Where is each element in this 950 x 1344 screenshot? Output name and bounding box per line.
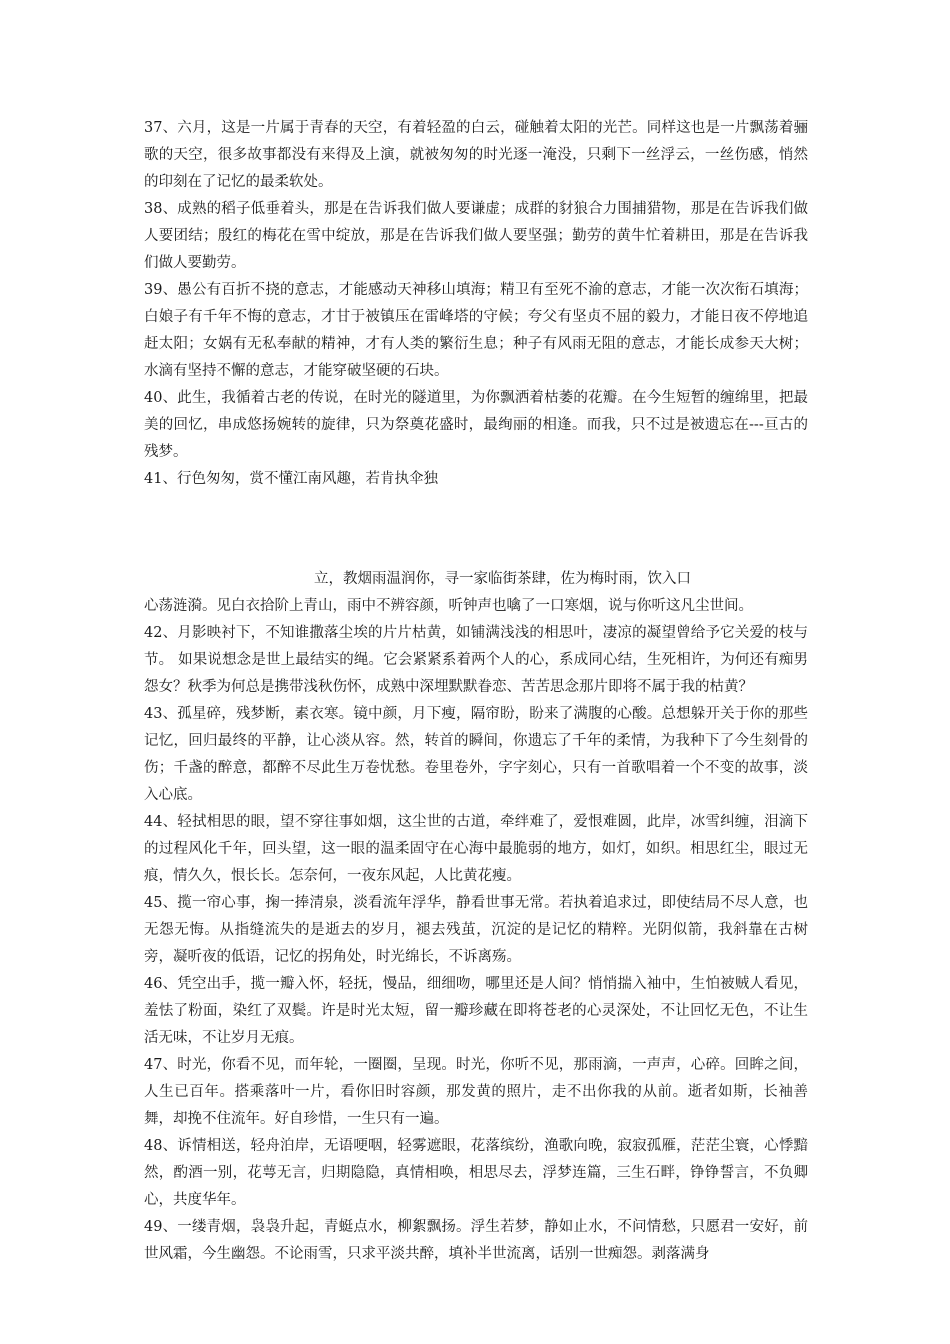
- paragraph-45: 45、揽一帘心事，掬一捧清泉，淡看流年浮华，静看世事无常。若执着追求过，即使结局不尽人意，也无怨无悔。从指缝流失的是逝去的岁月，褪去残茧，沉淀的是记忆的精粹。光阴似箭，我斜靠在古树旁，凝听夜的低语，记忆的拐角处，时光绵长，不诉离殇。: [144, 895, 808, 965]
- paragraph-39: 39、愚公有百折不挠的意志，才能感动天神移山填海；精卫有至死不渝的意志，才能一次次衔石填海；白娘子有千年不悔的意志，才甘于被镇压在雷峰塔的守候；夸父有坚贞不屈的毅力，才能日夜不停地追赶太阳；女娲有无私奉献的精神，才有人类的繁衍生息；种子有风雨无阻的意志，才能长成参天大树；水滴有坚持不懈的意志，才能穿破坚硬的石块。: [144, 282, 808, 379]
- text-block-bottom: [144, 566, 808, 1268]
- paragraph-41-end: 心荡涟漪。见白衣拾阶上青山，雨中不辨容颜，听钟声也噙了一口寒烟，说与你听这凡尘世间。: [144, 598, 753, 614]
- paragraph-46: 46、凭空出手，揽一瓣入怀，轻抚，慢品，细细吻，哪里还是人间？悄悄揣入袖中，生怕被贼人看见，羞怯了粉面，染红了双鬓。许是时光太短，留一瓣珍藏在即将苍老的心灵深处，不让回忆无色，不让生活无味，不让岁月无痕。: [144, 976, 808, 1046]
- paragraph-43: 43、孤星碎，残梦断，素衣寒。镜中颜，月下瘦，隔帘盼，盼来了满腹的心酸。总想躲开关于你的那些记忆，回归最终的平静，让心淡从容。然，转首的瞬间，你遗忘了千年的柔情，为我种下了今生刻骨的伤；千盏的醉意，都醉不尽此生万卷忧愁。卷里卷外，字字刻心，只有一首歌唱着一个不变的故事，淡入心底。: [144, 706, 808, 803]
- paragraph-41: 41、行色匆匆，赏不懂江南风趣，若肯执伞独: [144, 471, 438, 487]
- paragraph-44: 44、轻拭相思的眼，望不穿往事如烟，这尘世的古道，牵绊难了，爱恨难圆，此岸，冰雪纠缠，泪滴下的过程风化千年，回头望，这一眼的温柔固守在心海中最脆弱的地方，如灯，如织。相思红尘，眼过无痕，情久久，恨长长。怎奈何，一夜东风起，人比黄花瘦。: [144, 814, 808, 884]
- text-block-top: [144, 115, 808, 493]
- paragraph-38: 38、成熟的稻子低垂着头，那是在告诉我们做人要谦虚；成群的豺狼合力围捕猎物，那是在告诉我们做人要团结；殷红的梅花在雪中绽放，那是在告诉我们做人要坚强；勤劳的黄牛忙着耕田，那是在告诉我们做人要勤劳。: [144, 201, 808, 271]
- paragraph-48: 48、诉情相送，轻舟泊岸，无语哽咽，轻雾遮眼，花落缤纷，渔歌向晚，寂寂孤雁，茫茫尘寰，心悸黯然，酌酒一别，花萼无言，归期隐隐，真情相唤，相思尽去，浮梦连篇，三生石畔，铮铮誓言，不负卿心，共度华年。: [144, 1138, 808, 1208]
- paragraph-47: 47、时光，你看不见，而年轮，一圈圈，呈现。时光，你听不见，那雨滴，一声声，心碎。回眸之间，人生已百年。搭乘落叶一片，看你旧时容颜，那发黄的照片，走不出你我的从前。逝者如斯，长袖善舞，却挽不住流年。好自珍惜，一生只有一遍。: [144, 1057, 808, 1127]
- paragraph-49: 49、一缕青烟，袅袅升起，青蜓点水，柳絮飘扬。浮生若梦，静如止水，不问情愁，只愿君一安好，前世风霜，今生幽怨。不论雨雪，只求平淡共醉，填补半世流离，话别一世痴怨。剥落满身: [144, 1219, 808, 1262]
- paragraph-40: 40、此生，我循着古老的传说，在时光的隧道里，为你飘洒着枯萎的花瓣。在今生短暂的缠绵里，把最美的回忆，串成悠扬婉转的旋律，只为祭奠花盛时，最绚丽的相逢。而我，只不过是被遗忘在---亘古的残梦。: [144, 390, 808, 460]
- paragraph-41-continued: 立，教烟雨温润你，寻一家临街茶肆，佐为梅时雨，饮入口: [314, 571, 691, 587]
- paragraph-42: 42、月影映衬下，不知谁撒落尘埃的片片枯黄，如铺满浅浅的相思叶，凄凉的凝望曾给予它关爱的枝与节。 如果说想念是世上最结实的绳。它会紧紧系着两个人的心，系成同心结，生死相许，为何还有痴男怨女？秋季为何总是携带浅秋伤怀，成熟中深埋默默眷恋、苦苦思念那片即将不属于我的枯黄？: [144, 625, 808, 695]
- paragraph-37: 37、六月，这是一片属于青春的天空，有着轻盈的白云，碰触着太阳的光芒。同样这也是一片飘荡着骊歌的天空，很多故事都没有来得及上演，就被匆匆的时光逐一淹没，只剩下一丝浮云，一丝伤感，悄然的印刻在了记忆的最柔软处。: [144, 120, 808, 190]
